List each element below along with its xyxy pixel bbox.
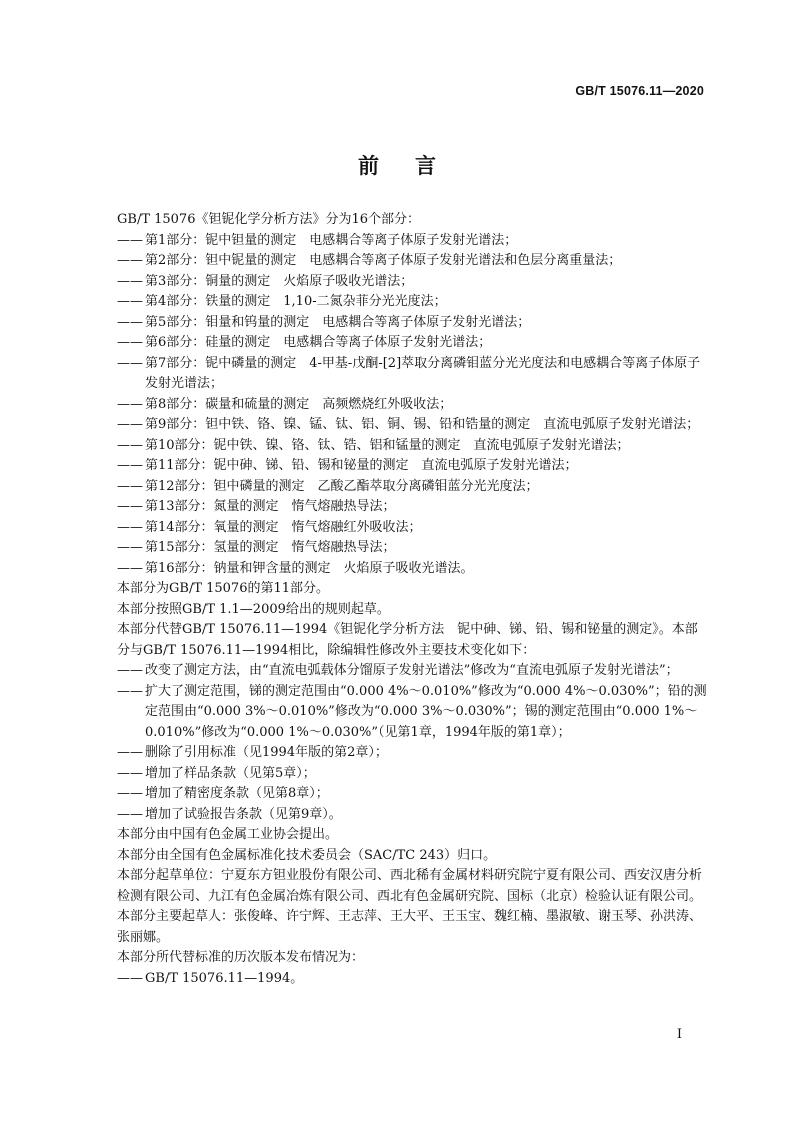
changes-list [117,661,707,825]
page-number: I [676,1027,682,1042]
paragraph-1: 本部分为GB/T 15076的第11部分。 [117,581,330,596]
change-item [117,661,707,682]
dash-mark: —— [117,314,143,330]
part-item-text: 第14部分：氧量的测定 惰气熔融红外吸收法； [145,519,422,535]
dash-mark: —— [117,560,143,576]
part-item-text: 第3部分：铜量的测定 火焰原子吸收光谱法； [145,273,414,289]
part-item-text: 第15部分：氢量的测定 惰气熔融热导法； [145,540,396,555]
history-item [117,969,707,990]
dash-mark: —— [117,396,143,412]
paragraph-3: 本部分代替GB/T 15076.11—1994《钽铌化学分析方法 铌中砷、锑、铅、锡和铋量的测定》。本部分与GB/T 15076.11—1994相比，除编辑性修改外主要技术变化如下： [117,622,698,658]
foreword-body [117,210,707,989]
part-item [117,395,707,416]
dash-mark: —— [117,540,143,555]
paragraph-2: 本部分按照GB/T 1.1—2009给出的规则起草。 [117,601,390,617]
intro-paragraph: GB/T 15076《钽铌化学分析方法》分为16个部分： [117,212,421,227]
part-item [117,292,707,313]
history-list [117,969,707,990]
parts-list [117,231,707,580]
part-item-text: 第5部分：钼量和钨量的测定 电感耦合等离子体原子发射光谱法； [145,314,531,330]
part-item [117,251,707,272]
dash-mark: —— [117,294,143,309]
part-item [117,333,707,354]
part-item-text: 第11部分：铌中砷、锑、铅、锡和铋量的测定 直流电弧原子发射光谱法； [145,458,578,473]
dash-mark: —— [117,683,143,699]
part-item-text: 第9部分：钽中铁、铬、镍、锰、钛、铝、铜、锡、铅和锆量的测定 直流电弧原子发射光谱法； [145,417,700,432]
part-item [117,456,707,477]
part-item [117,559,707,580]
part-item [117,231,707,252]
dash-mark: —— [117,253,143,268]
paragraph-8: 本部分所代替标准的历次版本发布情况为： [117,950,365,965]
part-item [117,415,707,436]
part-item-text: 第16部分：钠量和钾含量的测定 火焰原子吸收光谱法。 [145,560,474,576]
dash-mark: —— [117,745,143,760]
dash-mark: —— [117,355,143,371]
part-item-text: 第12部分：钽中磷量的测定 乙酸乙酯萃取分离磷钼蓝分光光度法； [145,478,539,494]
part-item-text: 第8部分：碳量和硫量的测定 高频燃烧红外吸收法； [145,396,453,412]
part-item-text: 第13部分：氮量的测定 惰气熔融热导法； [145,499,396,514]
part-item-text: 第1部分：铌中钽量的测定 电感耦合等离子体原子发射光谱法； [145,232,518,248]
part-item [117,313,707,334]
dash-mark: —— [117,786,143,801]
part-item [117,436,707,457]
paragraph-7: 本部分主要起草人：张俊峰、许宁辉、王志萍、王大平、王玉宝、魏红楠、墨淑敏、谢玉琴、孙洪涛、张丽娜。 [117,909,703,945]
part-item-text: 第2部分：钽中铌量的测定 电感耦合等离子体原子发射光谱法和色层分离重量法； [145,253,622,268]
part-item-text: 第10部分：铌中铁、镍、铬、钛、锆、铝和锰量的测定 直流电弧原子发射光谱法； [145,437,630,453]
history-item-text: GB/T 15076.11—1994。 [145,970,304,986]
change-item [117,805,707,826]
part-item-text: 第7部分：铌中磷量的测定 4-甲基-戊酮-[2]萃取分离磷钼蓝分光光度法和电感耦合等离子体原子发射光谱法； [145,355,701,391]
dash-mark: —— [117,458,143,473]
dash-mark: —— [117,478,143,494]
dash-mark: —— [117,437,143,453]
paragraph-4: 本部分由中国有色金属工业协会提出。 [117,827,339,842]
change-item [117,784,707,805]
paragraph-5: 本部分由全国有色金属标准化技术委员会（SAC/TC 243）归口。 [117,847,497,863]
page-title: 前言 [358,154,472,178]
change-item-text: 扩大了测定范围，锑的测定范围由“0.000 4%～0.010%”修改为“0.000 4%～0.030%”；铅的测定范围由“0.000 3%～0.010%”修改为“0.000 3%～0.030%”；锡的测定范围由“0.000 1%～0.010%”修改为“0.000 1%～0.030%”（见第1章，1994年版的第1章）； [145,683,707,740]
part-item [117,497,707,518]
dash-mark: —— [117,806,143,822]
change-item-text: 删除了引用标准（见1994年版的第2章）； [145,745,388,760]
dash-mark: —— [117,335,143,350]
part-item-text: 第6部分：硅量的测定 电感耦合等离子体原子发射光谱法； [145,335,492,350]
dash-mark: —— [117,519,143,535]
change-item [117,764,707,785]
dash-mark: —— [117,663,143,678]
part-item [117,272,707,293]
change-item-text: 增加了试验报告条款（见第9章）。 [145,806,342,822]
change-item [117,743,707,764]
dash-mark: —— [117,273,143,289]
dash-mark: —— [117,499,143,514]
change-item-text: 增加了精密度条款（见第8章）； [145,786,329,801]
part-item [117,354,707,395]
dash-mark: —— [117,765,143,781]
dash-mark: —— [117,232,143,248]
standard-code: GB/T 15076.11—2020 [575,84,704,98]
dash-mark: —— [117,417,143,432]
part-item [117,538,707,559]
change-item-text: 改变了测定方法，由“直流电弧载体分馏原子发射光谱法”修改为“直流电弧原子发射光谱法”； [145,663,679,678]
part-item [117,477,707,498]
dash-mark: —— [117,970,143,986]
part-item-text: 第4部分：铁量的测定 1,10-二氮杂菲分光光度法； [145,294,447,309]
part-item [117,518,707,539]
change-item-text: 增加了样品条款（见第5章）； [145,765,316,781]
paragraph-6: 本部分起草单位：宁夏东方钽业股份有限公司、西北稀有金属材料研究院宁夏有限公司、西安汉唐分析检测有限公司、九江有色金属冶炼有限公司、西北有色金属研究院、国标（北京）检验认证有限公司。 [117,868,703,904]
change-item [117,682,707,744]
